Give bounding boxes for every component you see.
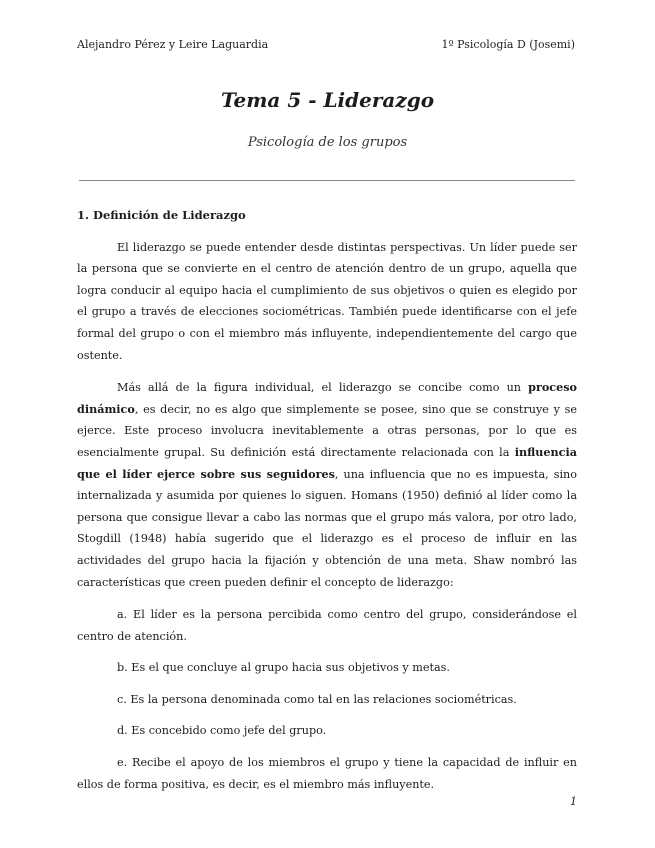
paragraph-2	[77, 377, 577, 593]
section-heading: 1. Definición de Liderazgo	[77, 208, 246, 222]
list-item-d: d. Es concebido como jefe del grupo.	[117, 724, 327, 738]
document-body	[77, 205, 577, 805]
horizontal-divider	[79, 180, 575, 181]
list-item-a: a. El líder es la persona percibida como centro del grupo, considerándose el centro de atención.	[77, 608, 577, 643]
paragraph-2-text: , una influencia que no es impuesta, sino internalizada y asumida por quienes lo siguen. Homans (1950) definió al líder como la persona que consigue llevar a cabo las normas que el grupo más valora, por otro lado, Stogdill (1948) había sugerido que el liderazgo es el proceso de influir en las actividades del grupo hacia la fijación y obtención de una meta. Shaw nombró las características que creen pueden definir el concepto de liderazgo:	[77, 467, 577, 589]
page-header	[77, 38, 575, 51]
page-number: 1	[570, 795, 577, 808]
list-item-e: e. Recibe el apoyo de los miembros el grupo y tiene la capacidad de influir en ellos de forma positiva, es decir, es el miembro más influyente.	[77, 756, 577, 791]
document-subtitle: Psicología de los grupos	[247, 135, 408, 150]
paragraph-2-text: Más allá de la figura individual, el liderazgo se concibe como un	[117, 381, 529, 395]
header-authors: Alejandro Pérez y Leire Laguardia	[77, 38, 269, 51]
list-item-b: b. Es el que concluye al grupo hacia sus objetivos y metas.	[117, 661, 450, 675]
header-course: 1º Psicología D (Josemi)	[441, 38, 575, 51]
paragraph-1: El liderazgo se puede entender desde distintas perspectivas. Un líder puede ser la persona que se convierte en el centro de atención dentro de un grupo, aquella que logra conducir al equipo hacia el cumplimiento de sus objetivos o quien es elegido por el grupo a través de elecciones sociométricas. También puede identificarse con el jefe formal del grupo o con el miembro más influyente, independientemente del cargo que ostente.	[77, 240, 577, 362]
list-item-c: c. Es la persona denominada como tal en las relaciones sociométricas.	[117, 692, 517, 706]
emphasis-influencia: influencia que el líder ejerce sobre sus seguidores	[77, 444, 577, 481]
emphasis-proceso-dinamico: proceso dinámico	[77, 380, 577, 416]
paragraph-2-text: , es decir, no es algo que simplemente se posee, sino que se construye y se ejerce. Este proceso involucra inevitablemente a otras personas, por lo que es esencialmente grupal. Su definición está directamente relacionada con la	[77, 402, 577, 459]
document-title: Tema 5 - Liderazgo	[220, 88, 435, 112]
